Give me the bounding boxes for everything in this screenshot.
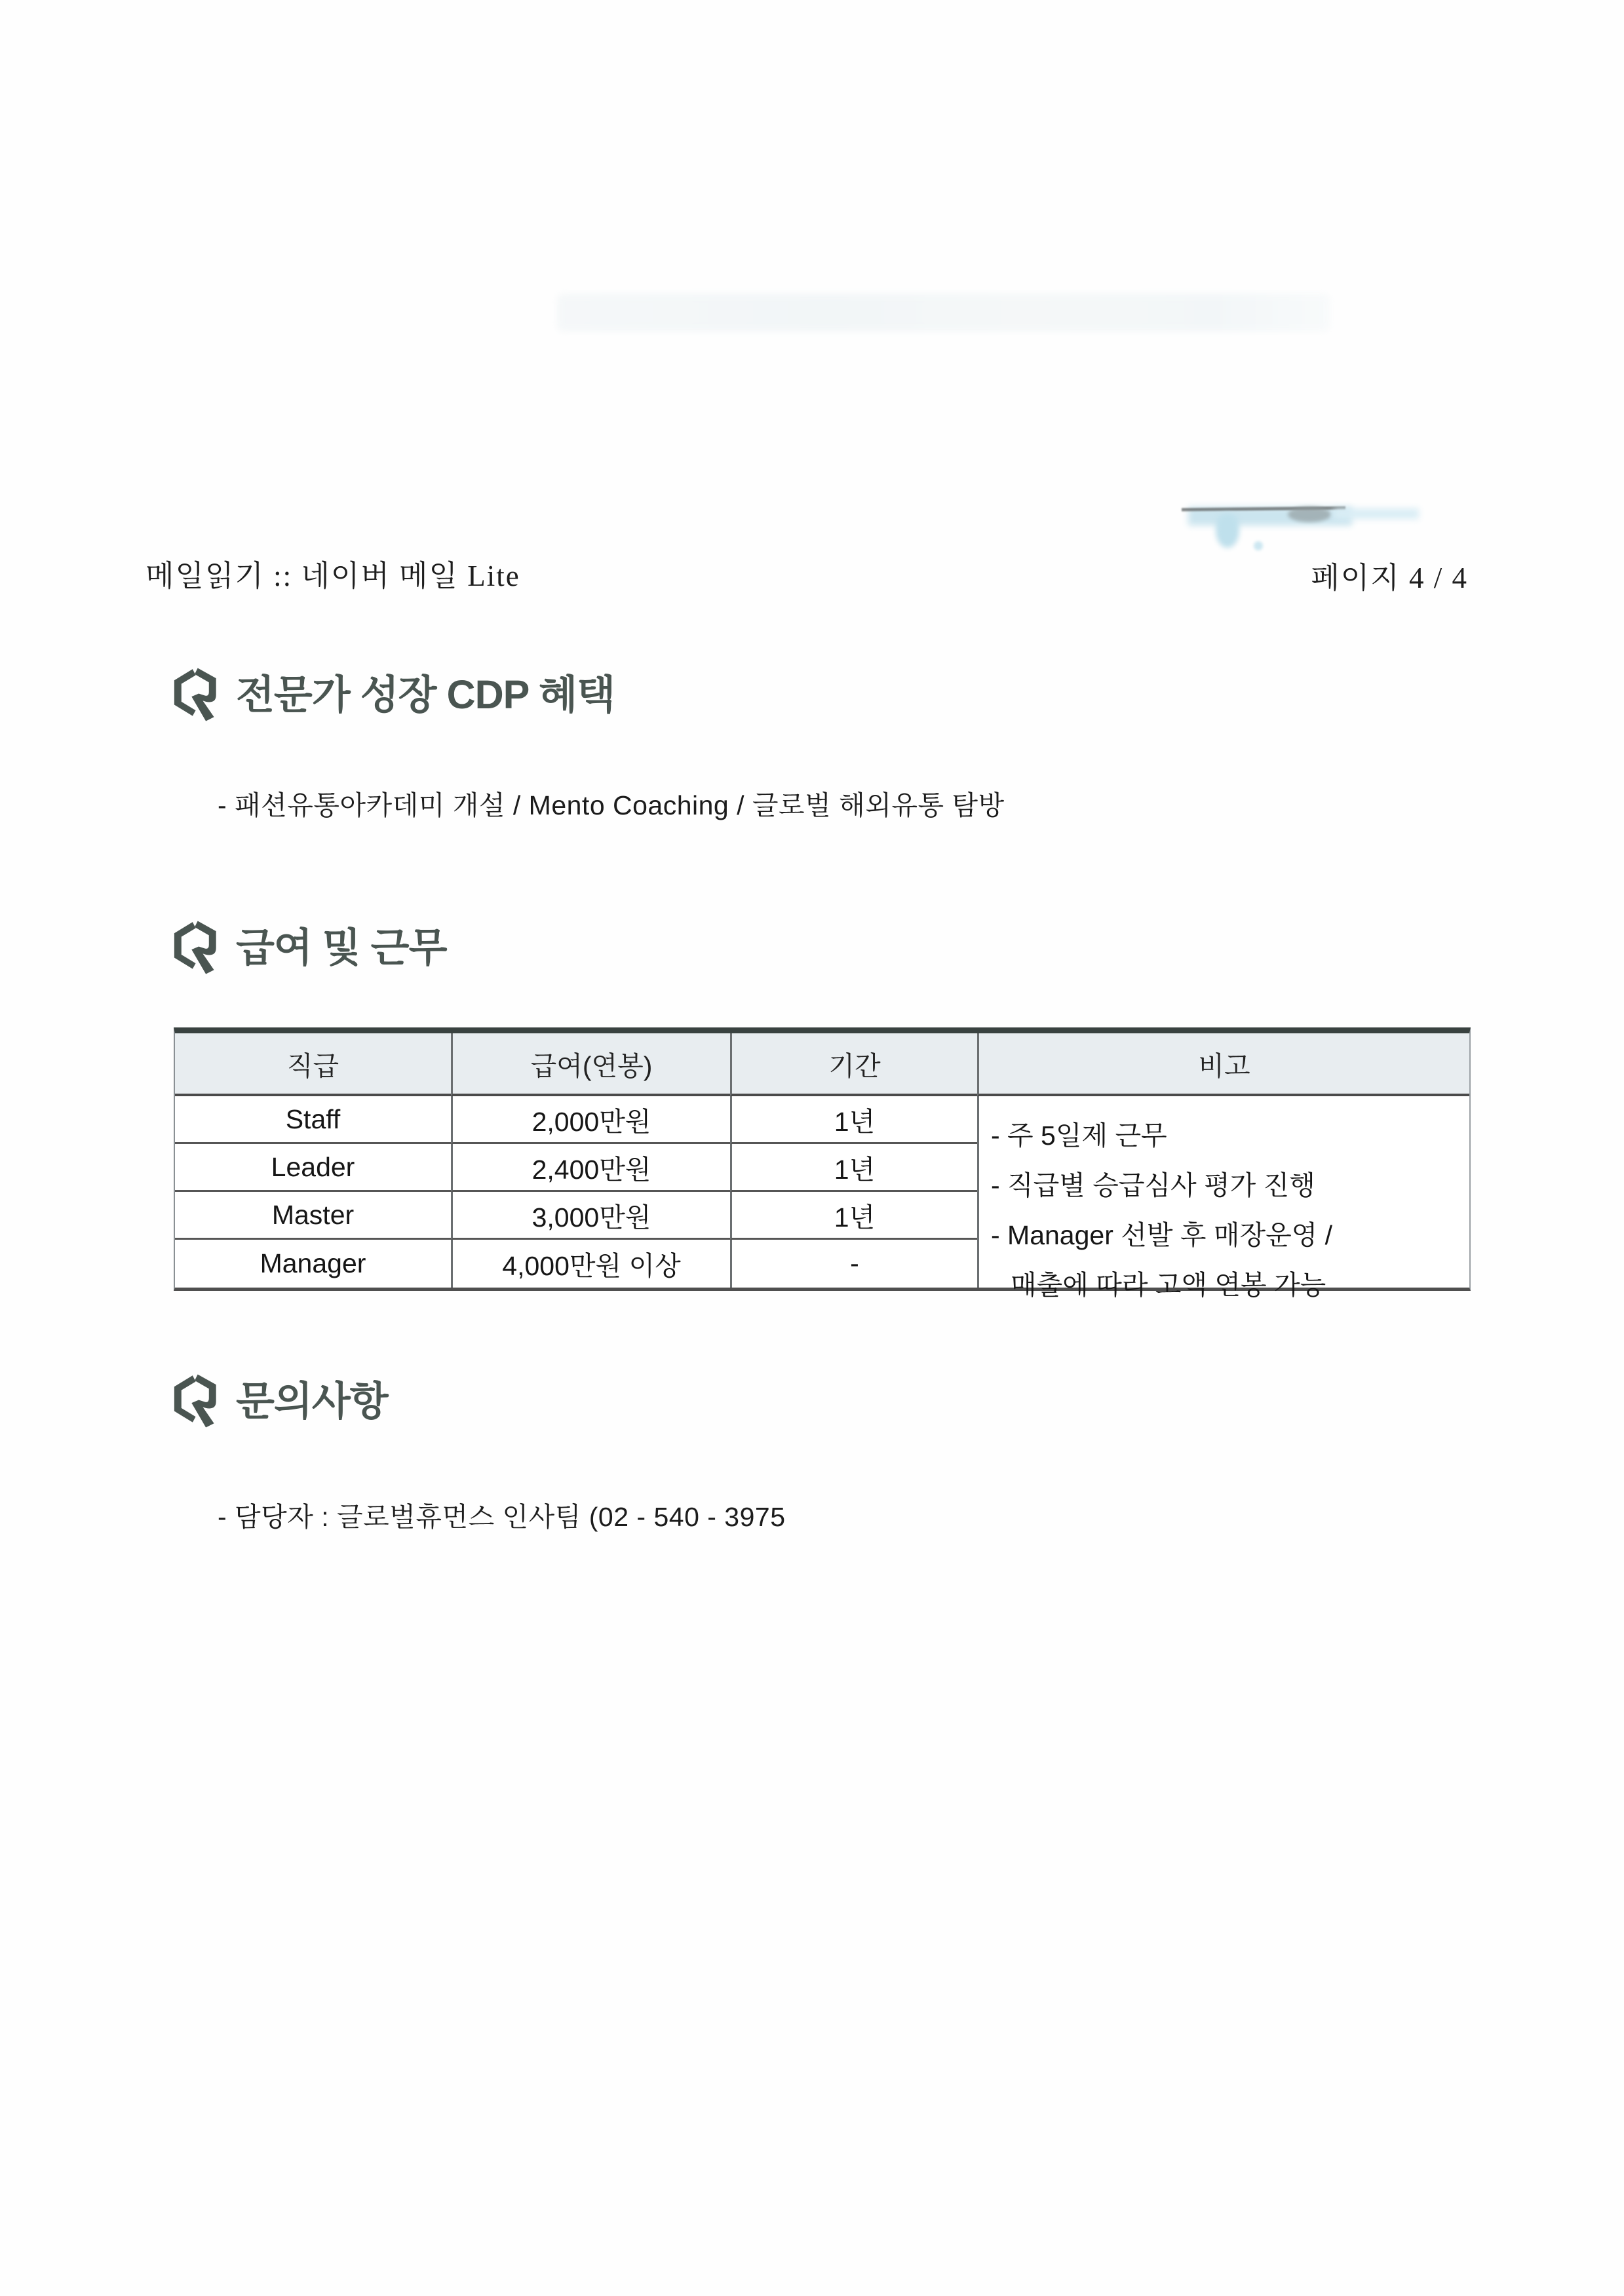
hexagon-logo-icon	[169, 667, 220, 722]
column-header-remarks: 비고	[977, 1033, 1469, 1096]
remark-line: - 주 5일제 근무	[991, 1120, 1167, 1151]
remarks-merged-cell	[977, 1096, 1469, 1300]
inquiry-contact-bullet: - 담당자 : 글로벌휴먼스 인사팀 (02 - 540 - 3975	[218, 1502, 786, 1532]
cell-period: -	[730, 1240, 977, 1288]
section-heading-salary	[169, 920, 447, 975]
section-title: 급여 및 근무	[236, 925, 447, 970]
remark-line: - Manager 선발 후 매장운영 /	[991, 1220, 1333, 1250]
remark-line: - 직급별 승급심사 평가 진행	[991, 1170, 1315, 1200]
smudge-blue-drip	[1216, 514, 1239, 548]
cell-rank: Master	[175, 1192, 451, 1240]
cell-period: 1년	[730, 1192, 977, 1240]
column-header-period: 기간	[730, 1033, 977, 1096]
cell-rank: Manager	[260, 1248, 366, 1278]
page-indicator: 페이지 4 / 4	[1311, 562, 1468, 594]
ghost-showthrough-artifact	[557, 294, 1330, 332]
smudge-gray-blob	[1288, 507, 1331, 522]
column-header-salary: 급여(연봉)	[451, 1033, 730, 1096]
smudge-artifact	[1176, 497, 1393, 549]
section-heading-inquiry	[169, 1373, 388, 1428]
hexagon-logo-icon	[169, 920, 220, 975]
cell-salary: 4,000만원 이상	[451, 1240, 730, 1288]
smudge-blue-tail	[1334, 508, 1419, 519]
section-title: 전문가 성장 CDP 혜택	[236, 672, 615, 717]
benefits-bullet: - 패션유통아카데미 개설 / Mento Coaching / 글로벌 해외유통 탐방	[218, 790, 1005, 820]
hexagon-logo-icon	[169, 1373, 220, 1428]
remark-line: 매출에 따라 고액 연봉 가능	[1011, 1270, 1326, 1300]
cell-period: 1년	[730, 1144, 977, 1192]
salary-table	[174, 1027, 1471, 1300]
cell-salary: 2,400만원	[451, 1144, 730, 1192]
column-header-rank: 직급	[175, 1033, 451, 1096]
cell-rank: Leader	[175, 1144, 451, 1192]
cell-rank: Staff	[175, 1096, 451, 1144]
cell-salary: 2,000만원	[451, 1096, 730, 1144]
section-heading-benefits	[169, 667, 615, 722]
section-title: 문의사항	[236, 1379, 388, 1423]
smudge-blue-dot	[1254, 541, 1263, 550]
cell-period: 1년	[730, 1096, 977, 1144]
print-header-title: 메일읽기 :: 네이버 메일 Lite	[145, 560, 520, 592]
cell-salary: 3,000만원	[451, 1192, 730, 1240]
